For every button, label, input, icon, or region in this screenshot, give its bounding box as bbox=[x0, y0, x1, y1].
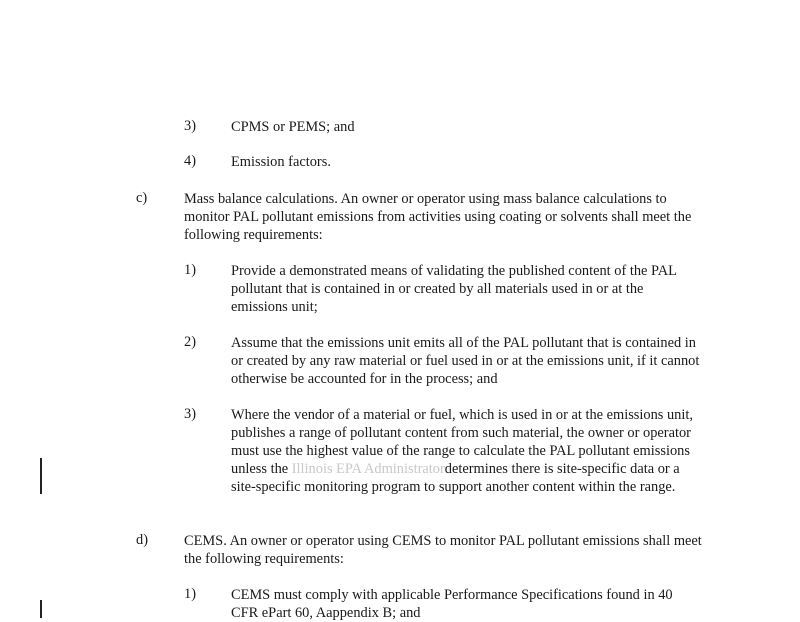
item-text: CPMS or PEMS; and bbox=[231, 119, 355, 135]
item-text: Mass balance calculations. An owner or operator using mass balance calculations to monitor PAL pollutant emissions from activities using coating or solvents shall meet the following requirements: bbox=[184, 191, 692, 243]
item-text-part: determines there is site-specific data or a site-specific monitoring program to support another content within the range. bbox=[231, 461, 680, 495]
item-number: 2) bbox=[184, 334, 196, 350]
item-number: 1) bbox=[184, 586, 196, 602]
item-text: Assume that the emissions unit emits all of the PAL pollutant that is contained in or created by any raw material or fuel used in or at the emissions unit, if it cannot otherwise be accounted for in the process; and bbox=[231, 335, 700, 387]
item-number: 3) bbox=[184, 406, 196, 422]
item-number: d) bbox=[136, 532, 148, 548]
item-text bbox=[231, 406, 701, 496]
item-text: CEMS. An owner or operator using CEMS to monitor PAL pollutant emissions shall meet the following requirements: bbox=[184, 533, 702, 567]
item-number: 1) bbox=[184, 262, 196, 278]
struck-text: Illinois EPA Administrator bbox=[291, 461, 445, 477]
item-text: Provide a demonstrated means of validating the published content of the PAL pollutant that is contained in or created by all materials used in or at the emissions unit; bbox=[231, 263, 677, 315]
item-number: 4) bbox=[184, 153, 196, 169]
item-number: c) bbox=[136, 190, 148, 206]
change-bar bbox=[40, 600, 42, 618]
item-text: Emission factors. bbox=[231, 154, 331, 170]
item-text-part: Where the vendor of a material or fuel, which is used in or at the emissions unit, publishes a range of pollutant content from such material, the owner or operator must use the highest value of the range to calculate the PAL pollutant emissions unless the bbox=[231, 407, 693, 477]
item-number: 3) bbox=[184, 118, 196, 134]
item-text: CEMS must comply with applicable Performance Specifications found in 40 CFR ePart 60, Aappendix B; and bbox=[231, 587, 673, 621]
change-bar bbox=[40, 458, 42, 494]
